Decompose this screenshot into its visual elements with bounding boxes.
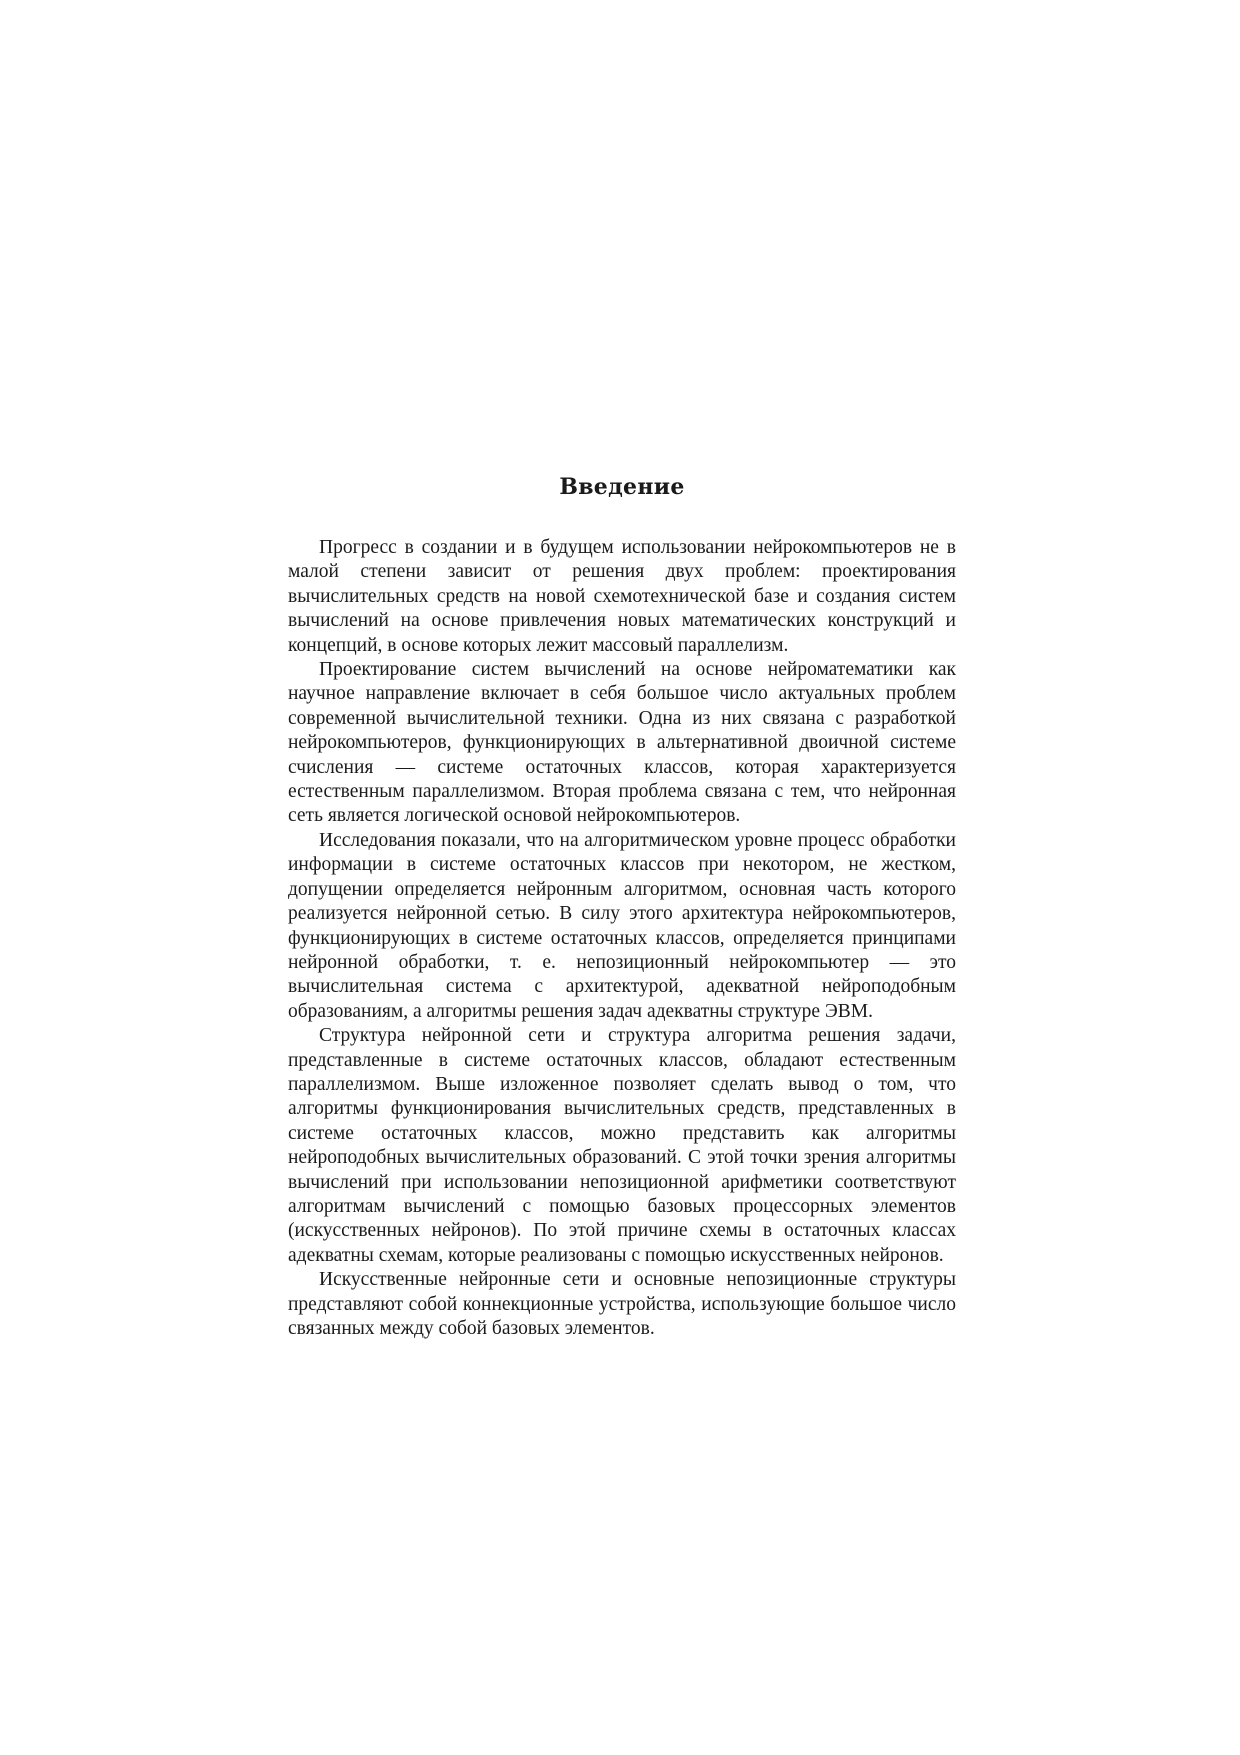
paragraph-2: Проектирование систем вычислений на основе нейроматематики как научное направление включает в себя большое число актуальных проблем современной вычислительной техники. Одна из них связана с разработкой нейрокомпьютеров, функционирующих в альтернативной двоичной системе счисления — системе остаточных классов, которая характеризуется естественным параллелизмом. Вторая проблема связана с тем, что нейронная сеть является логической основой нейрокомпьютеров.	[288, 659, 956, 827]
page-title: Введение	[559, 474, 685, 500]
page-body	[288, 472, 956, 1341]
paragraph-1: Прогресс в создании и в будущем использовании нейрокомпьютеров не в малой степени зависит от решения двух проблем: проектирования вычислительных средств на новой схемотехнической базе и создания систем вычислений на основе привлечения новых математических конструкций и концепций, в основе которых лежит массовый параллелизм.	[288, 537, 956, 656]
paragraph-4: Структура нейронной сети и структура алгоритма решения задачи, представленные в системе остаточных классов, обладают естественным параллелизмом. Выше изложенное позволяет сделать вывод о том, что алгоритмы функционирования вычислительных средств, представленных в системе остаточных классов, можно представить как алгоритмы нейроподобных вычислительных образований. С этой точки зрения алгоритмы вычислений при использовании непозиционной арифметики соответствуют алгоритмам вычислений с помощью базовых процессорных элементов (искусственных нейронов). По этой причине схемы в остаточных классах адекватны схемам, которые реализованы с помощью искусственных нейронов.	[288, 1025, 956, 1266]
paragraph-5: Искусственные нейронные сети и основные непозиционные структуры представляют собой коннекционные устройства, использующие большое число связанных между собой базовых элементов.	[288, 1269, 956, 1339]
paragraph-3: Исследования показали, что на алгоритмическом уровне процесс обработки информации в системе остаточных классов при некотором, не жестком, допущении определяется нейронным алгоритмом, основная часть которого реализуется нейронной сетью. В силу этого архитектура нейрокомпьютеров, функционирующих в системе остаточных классов, определяется принципами нейронной обработки, т. е. непозиционный нейрокомпьютер — это вычислительная система с архитектурой, адекватной нейроподобным образованиям, а алгоритмы решения задач адекватны структуре ЭВМ.	[288, 829, 956, 1022]
